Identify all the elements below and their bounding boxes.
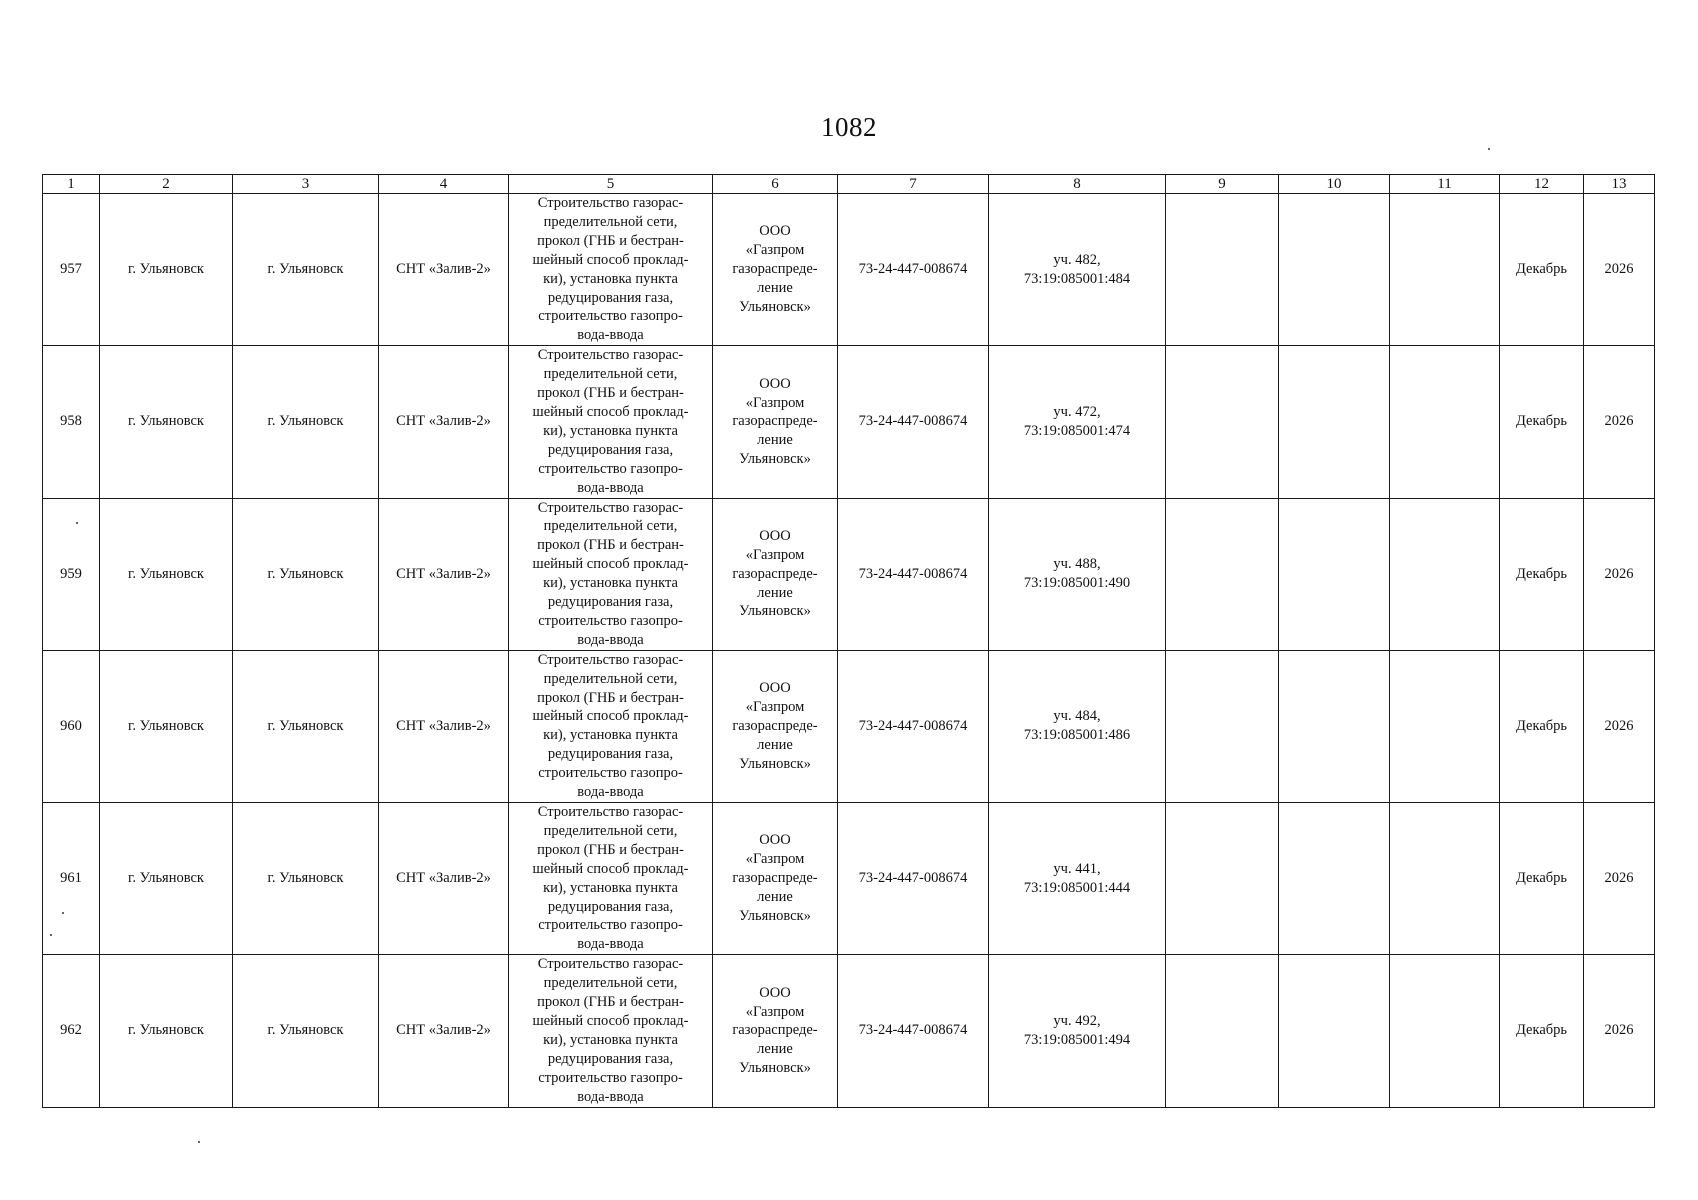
land-plot-cell — [989, 346, 1166, 498]
work-description-cell-line: строительство газопро- — [538, 1069, 683, 1086]
work-description-cell-line: шейный способ проклад- — [532, 860, 689, 877]
month-cell: Декабрь — [1500, 194, 1584, 346]
work-description-cell-line: ки), установка пункта — [543, 270, 678, 287]
work-description-cell-line: редуцирования газа, — [547, 1050, 674, 1067]
work-description-cell — [509, 650, 713, 802]
month-cell: Декабрь — [1500, 346, 1584, 498]
organization-cell-line: «Газпром — [745, 394, 805, 411]
organization-cell-line: газораспреде- — [732, 261, 818, 278]
city-cell: г. Ульяновск — [100, 955, 233, 1107]
work-description-cell-line: шейный способ проклад- — [532, 251, 689, 268]
column-11-cell — [1390, 346, 1500, 498]
column-9-cell — [1166, 955, 1279, 1107]
column-11-cell — [1390, 650, 1500, 802]
work-description-cell-line: строительство газопро- — [538, 308, 683, 325]
column-number-header: 12 — [1500, 175, 1584, 194]
column-number-header: 3 — [233, 175, 379, 194]
column-9-cell — [1166, 803, 1279, 955]
row-number-cell: 960 — [43, 650, 100, 802]
column-10-cell — [1279, 498, 1390, 650]
land-plot-cell — [989, 803, 1166, 955]
land-plot-cell — [989, 498, 1166, 650]
table-row — [43, 194, 1655, 346]
work-description-cell-line: вода-ввода — [577, 784, 644, 801]
column-number-header: 2 — [100, 175, 233, 194]
work-description-cell-line: прокол (ГНБ и бестран- — [537, 994, 684, 1011]
work-description-cell-line: пределительной сети, — [543, 366, 678, 383]
land-plot-cell-line: уч. 441, — [1053, 860, 1101, 877]
column-9-cell — [1166, 346, 1279, 498]
work-description-cell-line: Строительство газорас- — [537, 499, 684, 516]
work-description-cell-line: редуцирования газа, — [547, 441, 674, 458]
work-description-cell-line: шейный способ проклад- — [532, 556, 689, 573]
organization-cell-line: Ульяновск» — [739, 755, 811, 772]
municipality-cell: г. Ульяновск — [233, 346, 379, 498]
land-plot-cell-line: 73:19:085001:474 — [1023, 422, 1131, 439]
column-11-cell — [1390, 498, 1500, 650]
column-10-cell — [1279, 346, 1390, 498]
work-description-cell-line: редуцирования газа, — [547, 746, 674, 763]
land-plot-cell-line: 73:19:085001:494 — [1023, 1031, 1131, 1048]
table-row — [43, 346, 1655, 498]
year-cell: 2026 — [1584, 194, 1655, 346]
column-11-cell — [1390, 803, 1500, 955]
column-10-cell — [1279, 650, 1390, 802]
work-description-cell-line: пределительной сети, — [543, 822, 678, 839]
work-description-cell-line: пределительной сети, — [543, 975, 678, 992]
organization-cell-line: ООО — [759, 527, 791, 544]
organization-cell-line: «Газпром — [745, 699, 805, 716]
work-description-cell-line: ки), установка пункта — [543, 727, 678, 744]
application-code-cell: 73-24-447-008674 — [838, 650, 989, 802]
column-number-header: 7 — [838, 175, 989, 194]
scan-speck — [198, 1141, 200, 1143]
column-number-header: 8 — [989, 175, 1166, 194]
column-9-cell — [1166, 498, 1279, 650]
year-cell: 2026 — [1584, 498, 1655, 650]
work-description-cell-line: ки), установка пункта — [543, 422, 678, 439]
application-code-cell: 73-24-447-008674 — [838, 346, 989, 498]
work-description-cell — [509, 803, 713, 955]
work-description-cell-line: вода-ввода — [577, 936, 644, 953]
work-description-cell-line: пределительной сети, — [543, 670, 678, 687]
column-11-cell — [1390, 955, 1500, 1107]
settlement-cell: СНТ «Залив-2» — [379, 498, 509, 650]
work-description-cell — [509, 194, 713, 346]
work-description-cell-line: ки), установка пункта — [543, 575, 678, 592]
work-description-cell-line: ки), установка пункта — [543, 1031, 678, 1048]
organization-cell-line: ООО — [759, 375, 791, 392]
organization-cell-line: «Газпром — [745, 1003, 805, 1020]
organization-cell-line: ООО — [759, 832, 791, 849]
work-description-cell-line: редуцирования газа, — [547, 289, 674, 306]
work-description-cell-line: ки), установка пункта — [543, 879, 678, 896]
organization-cell-line: «Газпром — [745, 546, 805, 563]
city-cell: г. Ульяновск — [100, 194, 233, 346]
work-description-cell-line: строительство газопро- — [538, 612, 683, 629]
organization-cell-line: газораспреде- — [732, 413, 818, 430]
organization-cell-line: газораспреде- — [732, 565, 818, 582]
organization-cell — [713, 346, 838, 498]
organization-cell-line: ление — [757, 432, 793, 449]
scan-speck — [1488, 148, 1490, 150]
column-11-cell — [1390, 194, 1500, 346]
work-description-cell-line: прокол (ГНБ и бестран- — [537, 841, 684, 858]
organization-cell-line: ление — [757, 889, 793, 906]
land-plot-cell-line: уч. 472, — [1053, 403, 1101, 420]
column-number-header: 5 — [509, 175, 713, 194]
organization-cell-line: Ульяновск» — [739, 298, 811, 315]
work-description-cell-line: вода-ввода — [577, 327, 644, 344]
municipality-cell: г. Ульяновск — [233, 498, 379, 650]
register-table — [42, 174, 1655, 1108]
row-number-cell: 961 — [43, 803, 100, 955]
work-description-cell — [509, 955, 713, 1107]
month-cell: Декабрь — [1500, 498, 1584, 650]
work-description-cell-line: пределительной сети, — [543, 518, 678, 535]
organization-cell-line: газораспреде- — [732, 1022, 818, 1039]
organization-cell — [713, 955, 838, 1107]
year-cell: 2026 — [1584, 803, 1655, 955]
organization-cell-line: газораспреде- — [732, 717, 818, 734]
year-cell: 2026 — [1584, 955, 1655, 1107]
row-number-cell: 957 — [43, 194, 100, 346]
column-number-header: 10 — [1279, 175, 1390, 194]
application-code-cell: 73-24-447-008674 — [838, 498, 989, 650]
table-row — [43, 650, 1655, 802]
land-plot-cell-line: 73:19:085001:490 — [1023, 575, 1131, 592]
column-10-cell — [1279, 955, 1390, 1107]
land-plot-cell-line: уч. 492, — [1053, 1012, 1101, 1029]
table-row — [43, 803, 1655, 955]
organization-cell — [713, 650, 838, 802]
organization-cell-line: ООО — [759, 223, 791, 240]
year-cell: 2026 — [1584, 346, 1655, 498]
settlement-cell: СНТ «Залив-2» — [379, 955, 509, 1107]
column-number-header: 9 — [1166, 175, 1279, 194]
table-row — [43, 498, 1655, 650]
work-description-cell-line: пределительной сети, — [543, 213, 678, 230]
work-description-cell — [509, 346, 713, 498]
municipality-cell: г. Ульяновск — [233, 650, 379, 802]
work-description-cell-line: прокол (ГНБ и бестран- — [537, 689, 684, 706]
work-description-cell-line: редуцирования газа, — [547, 898, 674, 915]
column-9-cell — [1166, 650, 1279, 802]
settlement-cell: СНТ «Залив-2» — [379, 803, 509, 955]
table-body — [43, 194, 1655, 1108]
work-description-cell-line: Строительство газорас- — [537, 651, 684, 668]
column-number-header: 1 — [43, 175, 100, 194]
city-cell: г. Ульяновск — [100, 498, 233, 650]
organization-cell-line: ление — [757, 1041, 793, 1058]
work-description-cell-line: Строительство газорас- — [537, 195, 684, 211]
work-description-cell-line: строительство газопро- — [538, 917, 683, 934]
column-number-header: 11 — [1390, 175, 1500, 194]
work-description-cell-line: строительство газопро- — [538, 460, 683, 477]
table-row — [43, 955, 1655, 1107]
year-cell: 2026 — [1584, 650, 1655, 802]
land-plot-cell-line: 73:19:085001:444 — [1023, 879, 1131, 896]
row-number-cell: 962 — [43, 955, 100, 1107]
land-plot-cell-line: 73:19:085001:484 — [1023, 270, 1131, 287]
organization-cell-line: ление — [757, 280, 793, 297]
city-cell: г. Ульяновск — [100, 803, 233, 955]
column-number-header: 13 — [1584, 175, 1655, 194]
column-10-cell — [1279, 803, 1390, 955]
row-number-cell: 958 — [43, 346, 100, 498]
organization-cell — [713, 803, 838, 955]
city-cell: г. Ульяновск — [100, 650, 233, 802]
municipality-cell: г. Ульяновск — [233, 955, 379, 1107]
organization-cell-line: «Газпром — [745, 242, 805, 259]
work-description-cell-line: шейный способ проклад- — [532, 708, 689, 725]
work-description-cell-line: Строительство газорас- — [537, 804, 684, 820]
organization-cell-line: Ульяновск» — [739, 451, 811, 468]
work-description-cell-line: вода-ввода — [577, 479, 644, 496]
month-cell: Декабрь — [1500, 803, 1584, 955]
work-description-cell-line: шейный способ проклад- — [532, 1012, 689, 1029]
row-number-cell: 959 — [43, 498, 100, 650]
work-description-cell — [509, 498, 713, 650]
land-plot-cell-line: уч. 482, — [1053, 251, 1101, 268]
column-number-header: 4 — [379, 175, 509, 194]
land-plot-cell — [989, 650, 1166, 802]
organization-cell-line: ление — [757, 584, 793, 601]
municipality-cell: г. Ульяновск — [233, 803, 379, 955]
month-cell: Декабрь — [1500, 955, 1584, 1107]
application-code-cell: 73-24-447-008674 — [838, 803, 989, 955]
organization-cell — [713, 498, 838, 650]
city-cell: г. Ульяновск — [100, 346, 233, 498]
land-plot-cell-line: уч. 488, — [1053, 556, 1101, 573]
land-plot-cell-line: 73:19:085001:486 — [1023, 727, 1131, 744]
column-number-header: 6 — [713, 175, 838, 194]
organization-cell — [713, 194, 838, 346]
settlement-cell: СНТ «Залив-2» — [379, 346, 509, 498]
settlement-cell: СНТ «Залив-2» — [379, 650, 509, 802]
organization-cell-line: Ульяновск» — [739, 907, 811, 924]
land-plot-cell — [989, 955, 1166, 1107]
work-description-cell-line: прокол (ГНБ и бестран- — [537, 385, 684, 402]
application-code-cell: 73-24-447-008674 — [838, 194, 989, 346]
municipality-cell: г. Ульяновск — [233, 194, 379, 346]
work-description-cell-line: прокол (ГНБ и бестран- — [537, 232, 684, 249]
column-9-cell — [1166, 194, 1279, 346]
organization-cell-line: Ульяновск» — [739, 1060, 811, 1077]
organization-cell-line: ООО — [759, 680, 791, 697]
land-plot-cell-line: уч. 484, — [1053, 708, 1101, 725]
application-code-cell: 73-24-447-008674 — [838, 955, 989, 1107]
work-description-cell-line: вода-ввода — [577, 1088, 644, 1105]
work-description-cell-line: прокол (ГНБ и бестран- — [537, 537, 684, 554]
month-cell: Декабрь — [1500, 650, 1584, 802]
work-description-cell-line: Строительство газорас- — [537, 956, 684, 973]
page-number: 1082 — [821, 112, 877, 142]
organization-cell-line: ООО — [759, 984, 791, 1001]
work-description-cell-line: Строительство газорас- — [537, 347, 684, 364]
work-description-cell-line: вода-ввода — [577, 631, 644, 648]
work-description-cell-line: шейный способ проклад- — [532, 403, 689, 420]
organization-cell-line: ление — [757, 736, 793, 753]
organization-cell-line: «Газпром — [745, 851, 805, 868]
work-description-cell-line: строительство газопро- — [538, 765, 683, 782]
land-plot-cell — [989, 194, 1166, 346]
column-number-row — [43, 175, 1655, 194]
organization-cell-line: Ульяновск» — [739, 603, 811, 620]
organization-cell-line: газораспреде- — [732, 870, 818, 887]
column-10-cell — [1279, 194, 1390, 346]
settlement-cell: СНТ «Залив-2» — [379, 194, 509, 346]
work-description-cell-line: редуцирования газа, — [547, 594, 674, 611]
